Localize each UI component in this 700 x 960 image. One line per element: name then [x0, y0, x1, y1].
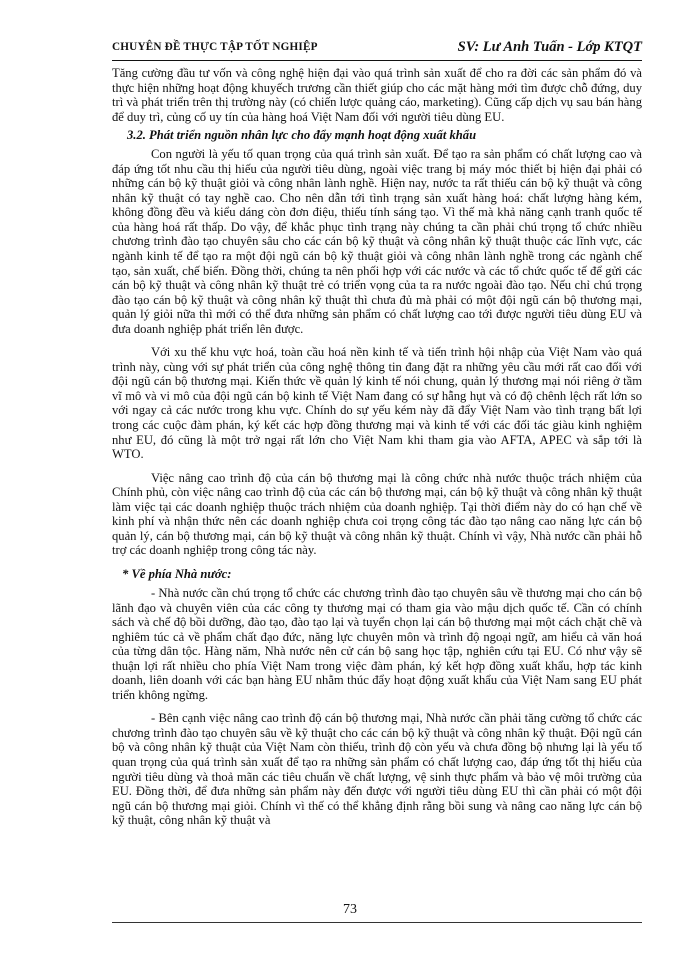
bullet-paragraph-2: - Bên cạnh việc nâng cao trình độ cán bộ thương mại, Nhà nước cần phải tăng cường tổ chức các chương trình đào tạo chuyên sâu về kỹ thuật cho các cán bộ kỹ thuật và công nhân kỹ thuật. Đội ngũ cán bộ và công nhân kỹ thuật của Việt Nam còn thiếu, trình độ còn yếu và chưa đồng bộ nhưng lại là yếu tố quan trọng của quá trình sản xuất để tạo ra những sản phẩm có chất lượng cao, đáp ứng tốt thị hiếu của người tiêu dùng và thoả mãn các tiêu chuẩn về chất lượng, vệ sinh thực phẩm và bảo vệ môi trường của EU. Đồng thời, để đưa những sản phẩm này đến được với người tiêu dùng EU thì cần phải có một đội ngũ cán bộ thương mại giỏi. Chính vì thế có thể khẳng định rằng bồi sung và nâng cao năng lực cán bộ kỹ thuật, công nhân kỹ thuật và — [112, 711, 642, 828]
paragraph-intro: Tăng cường đầu tư vốn và công nghệ hiện đại vào quá trình sản xuất để cho ra đời các sản phẩm đó và thực hiện những hoạt động khuyếch trương cần thiết giúp cho các mặt hàng mới tìm được chỗ đứng, duy trì và phát triển trên thị trường này (có chiến lược quảng cáo, marketing). Cũng cấp dịch vụ sau bán hàng để duy trì, củng cố uy tín của hàng hoá Việt Nam đối với người tiêu dùng EU. — [112, 66, 642, 124]
page-header — [112, 41, 642, 59]
paragraph-2: Với xu thế khu vực hoá, toàn cầu hoá nền kinh tế và tiến trình hội nhập của Việt Nam vào quá trình này, cùng với sự phát triển của công nghệ thông tin đang đặt ra những yêu cầu mới rất cao đối với đội ngũ cán bộ thương mại. Kiến thức về quản lý kinh tế nói chung, quản lý thương mại nói riêng ở tầm vĩ mô và vi mô của đội ngũ cán bộ kinh tế Việt Nam đang có sự hẫng hụt và có độ chênh lệch rất lớn so với ngay cả các nước trong khu vực. Chính do sự yếu kém này đã đẩy Việt Nam vào tình trạng bất lợi trong các cuộc đàm phán, ký kết các hợp đồng thương mại và kinh tế với các đối tác giàu kinh nghiệm như EU, đó cũng là một trở ngại rất lớn cho Việt Nam khi tham gia vào AFTA, APEC và sắp tới là WTO. — [112, 345, 642, 462]
subsection-heading: * Về phía Nhà nước: — [122, 566, 232, 581]
header-divider — [112, 60, 642, 61]
section-heading: 3.2. Phát triển nguồn nhân lực cho đẩy mạnh hoạt động xuất khẩu — [127, 128, 477, 143]
paragraph-3: Việc nâng cao trình độ của cán bộ thương mại là công chức nhà nước thuộc trách nhiệm của Chính phủ, còn việc nâng cao trình độ của các cán bộ thương mại, cán bộ kỹ thuật và công nhân kỹ thuật làm việc tại các doanh nghiệp thuộc trách nhiệm của doanh nghiệp. Tại thời điểm này do có hạn chế về kinh phí và nhận thức nên các doanh nghiệp chưa coi trọng công tác đào tạo nâng cao năng lực cán bộ quản lý, cán bộ thương mại, cán bộ kỹ thuật và công nhân kỹ thuật. Chính vì vậy, Nhà nước cần phải hỗ trợ các doanh nghiệp trong công tác này. — [112, 470, 642, 558]
page-number: 73 — [343, 902, 357, 917]
footer-divider — [112, 922, 642, 923]
header-title: CHUYÊN ĐỀ THỰC TẬP TỐT NGHIỆP — [112, 41, 318, 53]
page-body — [112, 66, 642, 828]
header-author: SV: Lư Anh Tuấn - Lớp KTQT — [457, 39, 642, 55]
paragraph-1: Con người là yếu tố quan trọng của quá trình sản xuất. Để tạo ra sản phẩm có chất lượng cao và đáp ứng tốt nhu cầu thị hiếu của người tiêu dùng, ngoài việc trang bị máy móc thiết bị hiện đại phải có những cán bộ kỹ thuật giỏi và công nhân lành nghề. Hiện nay, nước ta rất thiếu cán bộ kỹ thuật và công nhân kỹ thuật có tay nghề cao. Cho nên dẫn tới tình trạng sản xuất hàng hoá: chất lượng hàng kém, không đồng đều và kiểu dáng còn đơn điệu, thiếu tính sáng tạo. Vì thế mà khả năng cạnh tranh quốc tế của hàng hoá rất thấp. Do vậy, để khắc phục tình trạng này chúng ta cần phải chú trọng tổ chức nhiều chương trình đào tạo chuyên sâu cho các cán bộ kỹ thuật và công nhân kỹ thuật thuộc các lĩnh vực, các ngành kinh tế để tạo ra một đội ngũ cán bộ kỹ thuật giỏi và công nhân lành nghề trong các ngành chế tạo, sản xuất, chế biến. Đồng thời, chúng ta nên phối hợp với các nước và các tổ chức quốc tế để gửi các cán bộ kỹ thuật và công nhân kỹ thuật trẻ có triển vọng của ta ra nước ngoài đào tạo. Nếu chỉ chú trọng đào tạo cán bộ kỹ thuật và công nhân kỹ thuật thì chưa đủ mà phải có một đội ngũ cán bộ thương mại, quản lý giỏi nữa thì mới có thể đưa những sản phẩm có chất lượng cao tới được người tiêu dùng EU và đưa doanh nghiệp phát triển lên được. — [112, 147, 642, 336]
bullet-paragraph-1: - Nhà nước cần chú trọng tổ chức các chương trình đào tạo chuyên sâu về thương mại cho cán bộ lãnh đạo và chuyên viên của các công ty thương mại có tham gia vào mậu dịch quốc tế. Cần có chính sách và chế độ bồi dưỡng, đào tạo, đào tạo lại và tuyển chọn lại cán bộ thương mại một cách chặt chẽ và nghiêm túc cả về phẩm chất đạo đức, năng lực chuyên môn và trình độ ngoại ngữ, am hiểu cả văn hoá của từng dân tộc. Hàng năm, Nhà nước nên cử cán bộ sang học tập, nghiên cứu tại EU. Có như vậy sẽ thuận lợi rất nhiều cho phía Việt Nam trong việc đàm phán, ký kết hợp đồng xuất khẩu, hợp tác kinh doanh, liên doanh với các bạn hàng EU nhằm thúc đẩy hoạt động xuất khẩu của Việt Nam sang EU phát triển không ngừng. — [112, 585, 642, 702]
